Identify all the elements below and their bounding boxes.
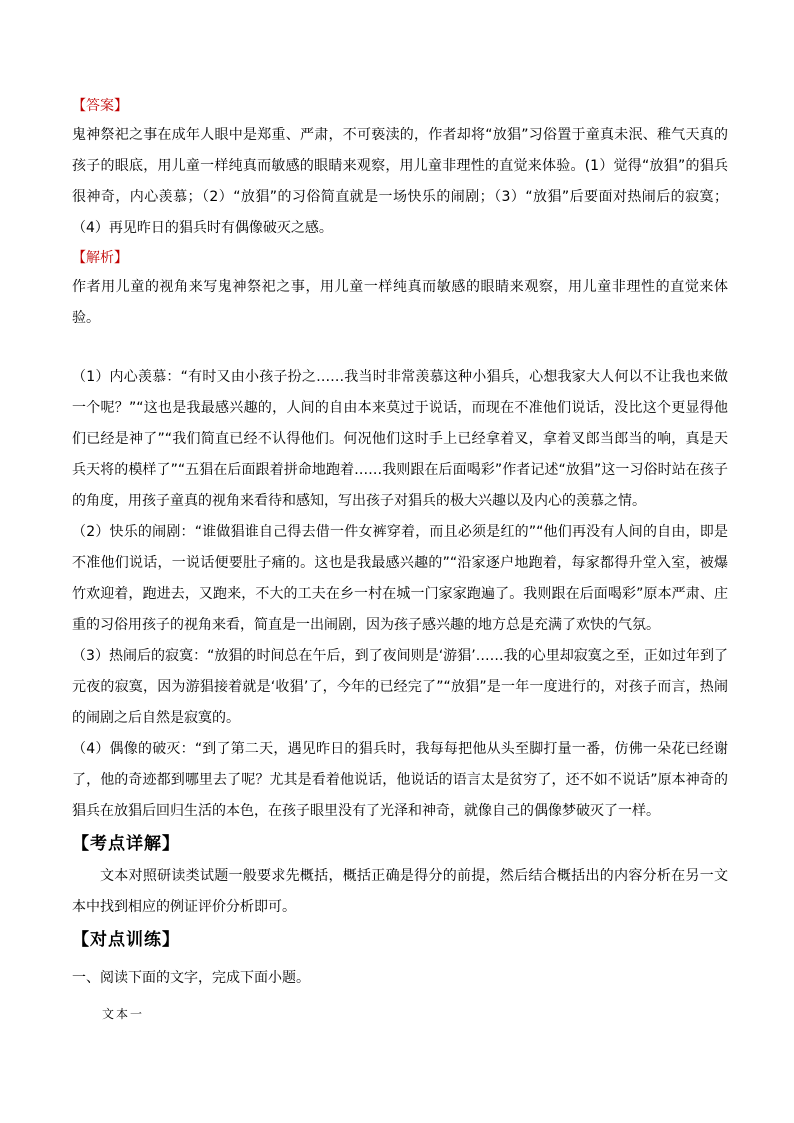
analysis-point-4: （4）偶像的破灭：“到了第二天，遇见昨日的猖兵时，我每每把他从头至脚打量一番，仿佛一朵花已经谢了，他的奇迹都到哪里去了呢？尤其是看着他说话，他说话的语言太是贫穷了，还不如不说话”原本神奇的猖兵在放猖后回归生活的本色，在孩子眼里没有了光泽和神奇，就像自己的偶像梦破灭了一样。: [72, 741, 728, 819]
analysis-point-1: （1）内心羡慕：“有时又由小孩子扮之……我当时非常羡慕这种小猖兵，心想我家大人何以不让我也来做一个呢？”“这也是我最感兴趣的，人间的自由本来莫过于说话，而现在不准他们说话，没比这个更显得他们已经是神了”“我们简直已经不认得他们。何况他们这时手上已经拿着叉，拿着叉郎当郎当的响，真是天兵天将的模样了”“五猖在后面跟着拼命地跑着……我则跟在后面喝彩”作者记述“放猖”这一习俗时站在孩子的角度，用孩子童真的视角来看待和感知，写出孩子对猖兵的极大兴趣以及内心的羡慕之情。: [72, 369, 728, 509]
spacer: [72, 334, 728, 362]
text-one-label: 文本一: [102, 1007, 145, 1021]
document-page: [72, 92, 728, 1034]
answer-body: 鬼神祭祀之事在成年人眼中是郑重、严肃，不可亵渎的，作者却将“放猖”习俗置于童真未泯、稚气天真的孩子的眼底，用儿童一样纯真而敏感的眼睛来观察，用儿童非理性的直觉来体验。(1）觉得“放猖”的猖兵很神奇，内心羡慕；（2）“放猖”的习俗简直就是一场快乐的闹剧；（3）“放猖”后要面对热闹后的寂寞；（4）再见昨日的猖兵时有偶像破灭之感。: [72, 127, 728, 236]
analysis-point-2: （2）快乐的闹剧：“谁做猖谁自己得去借一件女裤穿着，而且必须是红的”“他们再没有人间的自由，即是不准他们说话，一说话便要肚子痛的。这也是我最感兴趣的”“沿家逐户地跑着，每家都得升堂入室，被爆竹欢迎着，跑进去，又跑来，不大的工夫在乡一村在城一门家家跑遍了。我则跟在后面喝彩”原本严肃、庄重的习俗用孩子的视角来看，简直是一出闹剧，因为孩子感兴趣的地方总是充满了欢快的气氛。: [72, 524, 728, 633]
kaodian-body: 文本对照研读类试题一般要求先概括，概括正确是得分的前提，然后结合概括出的内容分析在另一文本中找到相应的例证评价分析即可。: [72, 868, 728, 915]
answer-heading: [72, 92, 728, 120]
analysis-intro: 作者用儿童的视角来写鬼神祭祀之事，用儿童一样纯真而敏感的眼睛来观察，用儿童非理性的直觉来体验。: [72, 279, 728, 326]
kaodian-heading: 【考点详解】: [72, 834, 180, 854]
analysis-point-3: （3）热闹后的寂寞：“放猖的时间总在午后，到了夜间则是‘游猖’……我的心里却寂寞之至，正如过年到了元夜的寂寞，因为游猖接着就是‘收猖’了，今年的已经完了”“放猖”是一年一度进行的，对孩子而言，热闹的闹剧之后自然是寂寞的。: [72, 648, 728, 726]
duidian-task: 一、阅读下面的文字，完成下面小题。: [72, 970, 310, 986]
duidian-heading: 【对点训练】: [72, 930, 180, 950]
analysis-heading: [72, 244, 728, 272]
analysis-heading-text: 【解析】: [72, 250, 128, 266]
answer-heading-text: 【答案】: [72, 98, 128, 114]
